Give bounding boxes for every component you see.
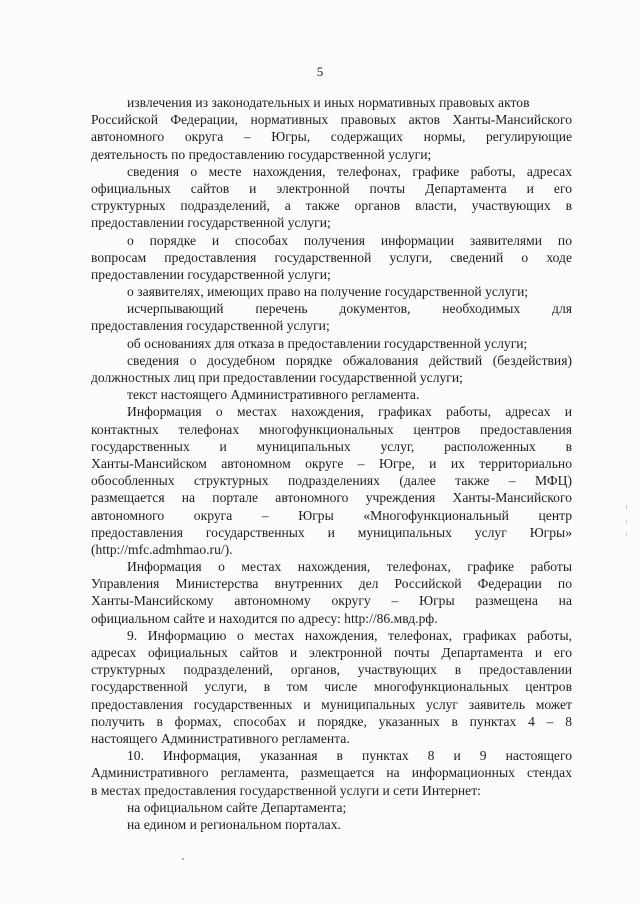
text-line: Информация о местах нахождения, графиках работы, адресах и	[127, 404, 572, 420]
text-line: о порядке и способах получения информации заявителями по	[127, 232, 572, 248]
text-line: текст настоящего Административного регламента.	[127, 387, 420, 403]
text-line: автономного округа – Югры, содержащих нормы, регулирующие	[91, 129, 572, 145]
text-line: размещается на портале автономного учреждения Ханты-Мансийского	[91, 490, 572, 506]
text-line: настоящего Административного регламента.	[91, 730, 350, 746]
text-line: Ханты-Мансийскому автономному округу – Югры размещена на	[91, 593, 572, 609]
page-number: 5	[316, 64, 324, 79]
text-line: об основаниях для отказа в предоставлении государственной услуги;	[127, 335, 528, 351]
text-line: предоставления государственной услуги;	[91, 318, 330, 334]
text-line: о заявителях, имеющих право на получение государственной услуги;	[127, 284, 529, 300]
text-line: Административного регламента, размещается на информационных стендах	[91, 765, 572, 781]
text-line: структурных подразделений, органов, участвующих в предоставлении	[91, 662, 572, 678]
text-line: вопросам предоставления государственной услуги, сведений о ходе	[91, 249, 572, 265]
scan-artifact	[626, 520, 627, 523]
text-line: Информация о местах нахождения, телефонах, графике работы	[127, 559, 572, 575]
text-line: исчерпывающий перечень документов, необходимых для	[127, 301, 572, 317]
text-line: деятельность по предоставлению государственной услуги;	[91, 146, 432, 162]
text-line: 9. Информацию о местах нахождения, телефонах, графиках работы,	[127, 627, 572, 643]
text-line: структурных подразделений, а также органов власти, участвующих в	[91, 198, 572, 214]
text-line: официальных сайтов и электронной почты Департамента и его	[91, 180, 572, 196]
text-line: предоставлении государственной услуги;	[91, 266, 331, 282]
text-line: (http://mfc.admhmao.ru/).	[91, 541, 233, 557]
text-line: сведения о месте нахождения, телефонах, графике работы, адресах	[127, 163, 572, 179]
text-line: должностных лиц при предоставлении государственной услуги;	[91, 370, 463, 385]
text-line: предоставления государственных и муниципальных услуг заявитель может	[91, 696, 572, 712]
text-line: государственных и муниципальных услуг, расположенных в	[91, 438, 572, 454]
text-line: на едином и региональном порталах.	[127, 816, 341, 832]
text-line: Управления Министерства внутренних дел Российской Федерации по	[91, 576, 572, 592]
text-line: контактных телефонах многофункциональных центров предоставления	[91, 421, 572, 437]
text-line: 10. Информация, указанная в пунктах 8 и 9 настоящего	[127, 748, 572, 764]
text-line: сведения о досудебном порядке обжалования действий (бездействия)	[127, 352, 572, 368]
text-line: предоставления государственных и муниципальных услуг Югры»	[91, 524, 572, 540]
scan-artifact	[626, 533, 627, 536]
text-line: Российской Федерации, нормативных правовых актов Ханты-Мансийского	[91, 112, 572, 128]
text-line: автономного округа – Югры «Многофункциональный центр	[91, 507, 572, 523]
text-line: предоставлении государственной услуги;	[91, 215, 331, 231]
text-line: на официальном сайте Департамента;	[127, 799, 347, 815]
text-line: официальном сайте и находится по адресу: http://86.мвд.рф.	[91, 610, 438, 626]
text-line: обособленных структурных подразделениях (далее также – МФЦ)	[91, 473, 572, 489]
document-body	[91, 94, 572, 833]
text-line: получить в формах, способах и порядке, указанных в пунктах 4 – 8	[91, 713, 572, 729]
scan-artifact	[626, 505, 627, 509]
text-line: извлечения из законодательных и иных нормативных правовых актов	[127, 95, 530, 110]
text-line: Ханты-Мансийском автономном округе – Югре, и их территориально	[91, 455, 572, 471]
text-line: в местах предоставления государственной услуги и сети Интернет:	[91, 782, 481, 798]
text-line: адресах официальных сайтов и электронной почты Департамента и его	[91, 645, 572, 660]
text-line: государственной услуги, в том числе многофункциональных центров	[91, 679, 572, 695]
scan-speck	[182, 858, 184, 860]
